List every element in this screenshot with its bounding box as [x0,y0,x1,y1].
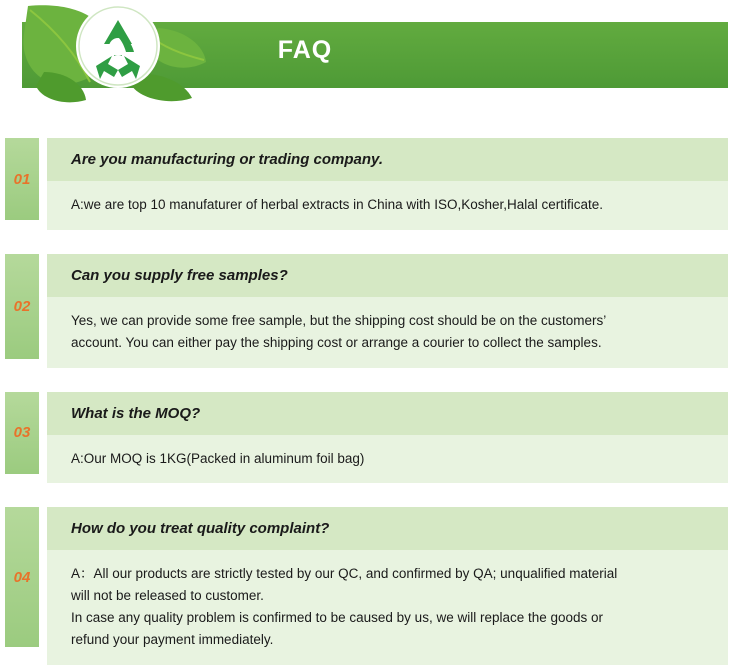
faq-answer-line: refund your payment immediately. [71,632,274,648]
faq-item [0,392,728,484]
leaf-recycle-logo [8,0,218,108]
faq-answer-line: A:Our MOQ is 1KG(Packed in aluminum foil bag) [71,450,365,466]
faq-item [0,507,728,664]
faq-answer-line: A：All our products are strictly tested by our QC, and confirmed by QA; unqualified material [71,566,618,582]
faq-answer [47,181,728,230]
faq-number-badge: 01 [5,138,39,220]
page-header [0,0,750,88]
faq-answer [47,550,728,664]
faq-answer-line: account. You can either pay the shipping cost or arrange a courier to collect the samples. [71,334,602,350]
faq-answer-line: will not be released to customer. [71,588,264,604]
faq-number-badge: 03 [5,392,39,474]
faq-question: Are you manufacturing or trading company. [47,138,728,181]
faq-question: Can you supply free samples? [47,254,728,297]
faq-number-badge: 04 [5,507,39,647]
faq-number-badge: 02 [5,254,39,359]
faq-item [0,138,728,230]
faq-question: How do you treat quality complaint? [47,507,728,550]
faq-answer-line: Yes, we can provide some free sample, but the shipping cost should be on the customers’ [71,312,607,328]
faq-item [0,254,728,368]
faq-list [0,138,750,665]
faq-answer [47,297,728,368]
faq-answer [47,435,728,484]
faq-answer-line: A:we are top 10 manufaturer of herbal extracts in China with ISO,Kosher,Halal certificate. [71,197,604,212]
faq-answer-line: In case any quality problem is confirmed to be caused by us, we will replace the goods or [71,610,604,626]
faq-question: What is the MOQ? [47,392,728,435]
page-title: FAQ [277,36,333,64]
